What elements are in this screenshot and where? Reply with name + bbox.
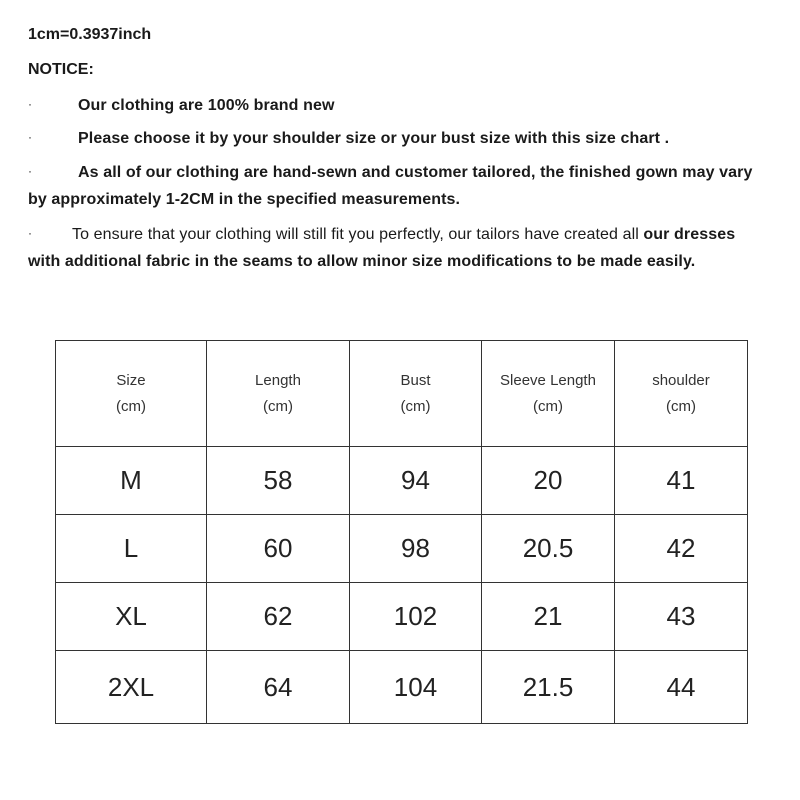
cell-length: 62 — [207, 583, 350, 651]
notice-text: Our clothing are 100% brand new — [78, 97, 335, 114]
cell-length: 60 — [207, 515, 350, 583]
bullet-icon: · — [28, 226, 33, 240]
notice-text: Please choose it by your shoulder size or your bust size with this size chart . — [78, 130, 670, 147]
cell-size: M — [56, 447, 207, 515]
cell-length: 58 — [207, 447, 350, 515]
cell-sleeve-length: 20.5 — [482, 515, 615, 583]
notice-title: NOTICE: — [28, 61, 94, 78]
cell-length: 64 — [207, 651, 350, 724]
table-row — [56, 447, 748, 515]
size-chart-table — [55, 340, 748, 724]
cell-shoulder: 42 — [615, 515, 748, 583]
cell-shoulder: 43 — [615, 583, 748, 651]
table-header-row — [56, 341, 748, 447]
cell-bust: 98 — [350, 515, 482, 583]
header-length: Length (cm) — [207, 341, 350, 447]
notice-item — [28, 124, 758, 152]
header-bust: Bust (cm) — [350, 341, 482, 447]
notice-item — [28, 220, 758, 275]
cell-shoulder: 41 — [615, 447, 748, 515]
notice-item — [28, 158, 758, 213]
bullet-icon: · — [28, 164, 33, 178]
cell-sleeve-length: 21.5 — [482, 651, 615, 724]
bullet-icon: · — [28, 97, 33, 111]
notice-item — [28, 91, 758, 119]
cell-size: 2XL — [56, 651, 207, 724]
header-size: Size (cm) — [56, 341, 207, 447]
notice-text: As all of our clothing are hand-sewn and customer tailored, the finished gown may vary by approximately 1-2CM in the specified measurements. — [28, 164, 753, 208]
cell-bust: 102 — [350, 583, 482, 651]
notice-text-lead: To ensure that your clothing will still fit you perfectly, our tailors have created all — [72, 226, 639, 243]
bullet-icon: · — [28, 130, 33, 144]
cell-sleeve-length: 20 — [482, 447, 615, 515]
table-row — [56, 515, 748, 583]
cell-bust: 104 — [350, 651, 482, 724]
header-sleeve-length: Sleeve Length (cm) — [482, 341, 615, 447]
notice-text-rest: our dresses with additional fabric in the seams to allow minor size modifications to be made easily. — [28, 226, 736, 270]
cell-shoulder: 44 — [615, 651, 748, 724]
cell-sleeve-length: 21 — [482, 583, 615, 651]
header-shoulder: shoulder (cm) — [615, 341, 748, 447]
cell-bust: 94 — [350, 447, 482, 515]
unit-conversion: 1cm=0.3937inch — [28, 26, 152, 43]
table-row — [56, 583, 748, 651]
cell-size: L — [56, 515, 207, 583]
cell-size: XL — [56, 583, 207, 651]
table-row — [56, 651, 748, 724]
